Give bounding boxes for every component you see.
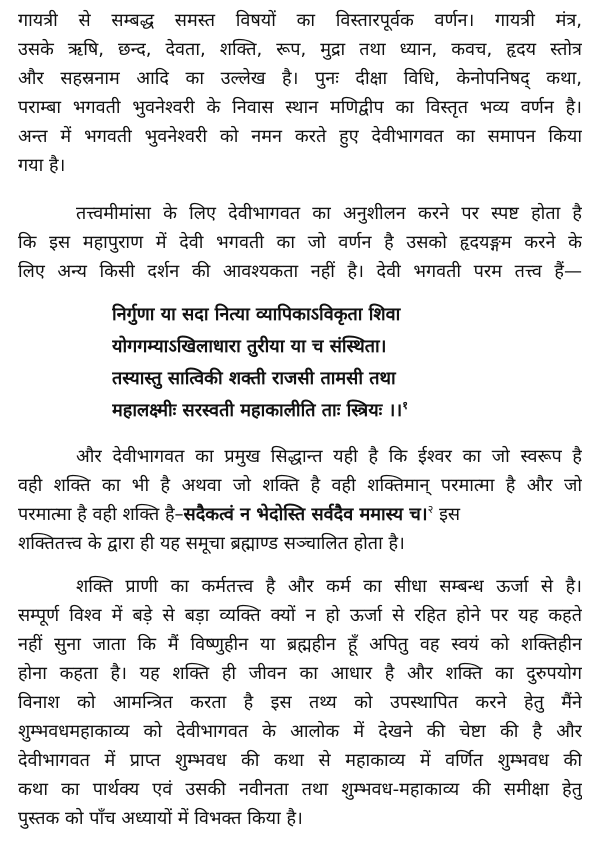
- paragraph-4-line-3: नहीं सुना जाता कि मैं विष्णुहीन या ब्रह्महीन हूँ अपितु वह स्वयं को शक्तिहीन: [18, 634, 582, 655]
- footnote-mark-2: २: [427, 503, 434, 516]
- paragraph-2-line-1: तत्त्वमीमांसा के लिए देवीभागवत का अनुशीलन करने पर स्पष्ट होता है: [76, 203, 582, 224]
- paragraph-3-line-3-suffix: इस: [433, 504, 461, 525]
- verse-line-1: निर्गुणा या सदा नित्या व्यापिकाऽविकृता शिवा: [112, 304, 401, 325]
- paragraph-1-line-1: गायत्री से सम्बद्ध समस्त विषयों का विस्तारपूर्वक वर्णन। गायत्री मंत्र,: [18, 10, 582, 31]
- paragraph-1-line-6: गया है।: [18, 155, 66, 176]
- paragraph-3-line-3: [18, 502, 582, 528]
- paragraph-2-line-3: लिए अन्य किसी दर्शन की आवश्यकता नहीं है। देवी भगवती परम तत्त्व हैं—: [18, 261, 582, 282]
- paragraph-4-line-2: सम्पूर्ण विश्व में बड़े से बड़ा व्यक्ति क्यों न हो ऊर्जा से रहित होने पर यह कहते: [18, 605, 582, 626]
- paragraph-4-line-1: शक्ति प्राणी का कर्मतत्त्व है और कर्म का सीधा सम्बन्ध ऊर्जा से है।: [76, 576, 582, 597]
- paragraph-4-line-9: पुस्तक को पाँच अध्यायों में विभक्त किया है।: [18, 808, 303, 829]
- paragraph-4-line-5: विनाश को आमन्त्रित करता है इस तथ्य को उपस्थापित करने हेतु मैंने: [18, 692, 582, 713]
- paragraph-4-line-6: शुम्भवधमहाकाव्य को देवीभागवत के आलोक में देखने की चेष्टा की है और: [18, 721, 582, 742]
- paragraph-4-line-8: कथा का पार्थक्य एवं उसकी नवीनता तथा शुम्भवध-महाकाव्य की समीक्षा हेतु: [18, 779, 582, 800]
- verse-line-2: योगगम्याऽखिलाधारा तुरीया या च संस्थिता।: [112, 336, 387, 357]
- paragraph-1-line-4: पराम्बा भगवती भुवनेश्वरी के निवास स्थान मणिद्वीप का विस्तृत भव्य वर्णन है।: [18, 97, 582, 118]
- paragraph-3-line-2: वही शक्ति का भी है अथवा जो शक्ति है वही शक्तिमान् परमात्मा है और जो: [18, 475, 582, 496]
- paragraph-3-line-4: शक्तितत्त्व के द्वारा ही यह समूचा ब्रह्माण्ड सञ्चालित होता है।: [18, 533, 405, 554]
- verse-line-4: [112, 398, 542, 424]
- paragraph-1-line-2: उसके ऋषि, छन्द, देवता, शक्ति, रूप, मुद्रा तथा ध्यान, कवच, हृदय स्तोत्र: [18, 39, 582, 60]
- paragraph-3-line-3-prefix: परमात्मा है वही शक्ति है–: [18, 504, 184, 525]
- paragraph-3-line-1: और देवीभागवत का प्रमुख सिद्धान्त यही है कि ईश्वर का जो स्वरूप है: [76, 446, 582, 467]
- paragraph-4-line-4: होना कहता है। यह शक्ति ही जीवन का आधार है और शक्ति का दुरुपयोग: [18, 663, 582, 684]
- paragraph-1-line-3: और सहस्रनाम आदि का उल्लेख है। पुनः दीक्षा विधि, केनोपनिषद् कथा,: [18, 68, 582, 89]
- verse-line-4-text: महालक्ष्मीः सरस्वती महाकालीति ताः स्त्रियः ।।: [112, 400, 403, 421]
- sanskrit-quote: सदैकत्वं न भेदोस्ति सर्वदैव ममास्य च।: [183, 504, 428, 525]
- paragraph-4-line-7: देवीभागवत में प्राप्त शुम्भवध की कथा से महाकाव्य में वर्णित शुम्भवध की: [18, 750, 582, 771]
- paragraph-2-line-2: कि इस महापुराण में देवी भगवती का जो वर्णन है उसको हृदयङ्गम करने के: [18, 232, 582, 253]
- verse-line-3: तस्यास्तु सात्विकी शक्ती राजसी तामसी तथा: [112, 368, 396, 389]
- footnote-mark-1: १: [402, 399, 408, 412]
- paragraph-1-line-5: अन्त में भगवती भुवनेश्वरी को नमन करते हुए देवीभागवत का समापन किया: [18, 126, 582, 147]
